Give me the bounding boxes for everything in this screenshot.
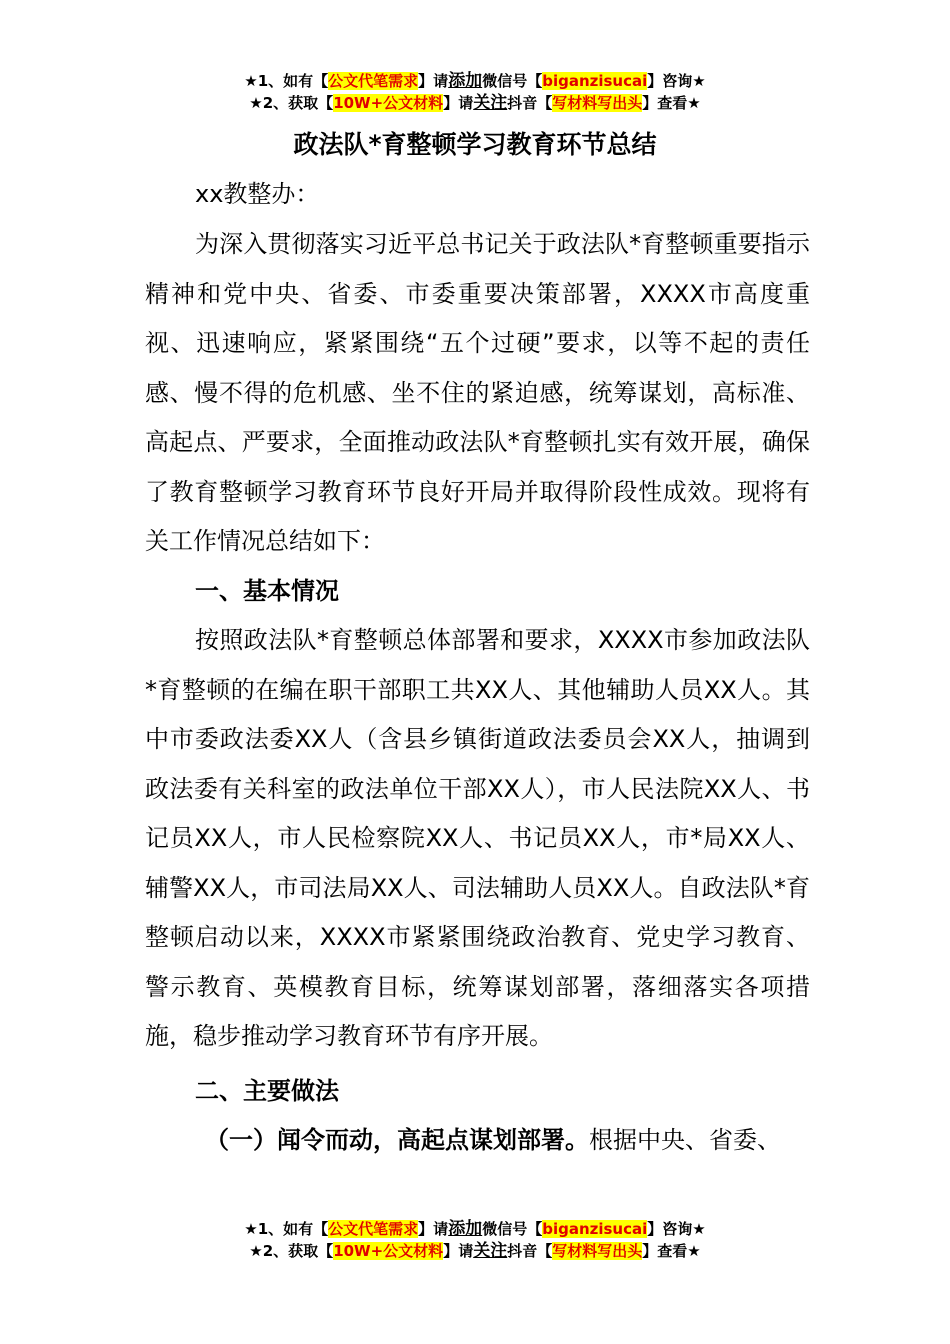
promo-line-1: ★1、如有【公文代笔需求】请添加微信号【biganzisucai】咨询★ <box>244 71 706 91</box>
promo-banner-top <box>0 70 950 114</box>
section-1-heading: 一、基本情况 <box>195 576 339 605</box>
document-body <box>145 220 810 1166</box>
promo-banner-bottom <box>0 1218 950 1262</box>
section-2-heading: 二、主要做法 <box>195 1076 339 1105</box>
intro-paragraph: 为深入贯彻落实习近平总书记关于政法队*育整顿重要指示精神和党中央、省委、市委重要决策部署，XXXX市高度重视、迅速响应，紧紧围绕“五个过硬”要求，以等不起的责任感、慢不得的危机感、坐不住的紧迫感，统筹谋划，高标准、高起点、严要求，全面推动政法队*育整顿扎实有效开展，确保了教育整顿学习教育环节良好开局并取得阶段性成效。现将有关工作情况总结如下： <box>145 230 810 555</box>
highlight-service: 公文代笔需求 <box>328 1220 419 1238</box>
salutation-block <box>145 170 810 220</box>
highlight-wechat-id: biganzisucai <box>542 1220 648 1238</box>
document-title: 政法队*育整顿学习教育环节总结 <box>293 130 657 159</box>
promo-line-2-bottom: ★2、获取【10W+公文材料】请关注抖音【写材料写出头】查看★ <box>249 1241 701 1261</box>
highlight-materials: 10W+公文材料 <box>333 94 444 112</box>
salutation: xx教整办： <box>195 180 320 208</box>
section-1-paragraph: 按照政法队*育整顿总体部署和要求，XXXX市参加政法队*育整顿的在编在职干部职工共XX人、其他辅助人员XX人。其中市委政法委XX人（含县乡镇街道政法委员会XX人，抽调到政法委有关科室的政法单位干部XX人），市人民法院XX人、书记员XX人，市人民检察院XX人、书记员XX人，市*局XX人、辅警XX人，市司法局XX人、司法辅助人员XX人。自政法队*育整顿启动以来，XXXX市紧紧围绕政治教育、党史学习教育、警示教育、英模教育目标，统筹谋划部署，落细落实各项措施，稳步推动学习教育环节有序开展。 <box>145 626 810 1050</box>
subsection-1-paragraph <box>145 1116 810 1166</box>
highlight-douyin: 写材料写出头 <box>552 94 643 112</box>
highlight-materials: 10W+公文材料 <box>333 1242 444 1260</box>
promo-line-1-bottom: ★1、如有【公文代笔需求】请添加微信号【biganzisucai】咨询★ <box>244 1219 706 1239</box>
subsection-1-heading: （一）闻令而动，高起点谋划部署。 <box>205 1126 589 1154</box>
highlight-wechat-id: biganzisucai <box>542 72 648 90</box>
highlight-douyin: 写材料写出头 <box>552 1242 643 1260</box>
subsection-1-text: 根据中央、省委、 <box>589 1126 781 1154</box>
promo-line-2: ★2、获取【10W+公文材料】请关注抖音【写材料写出头】查看★ <box>249 93 701 113</box>
highlight-service: 公文代笔需求 <box>328 72 419 90</box>
